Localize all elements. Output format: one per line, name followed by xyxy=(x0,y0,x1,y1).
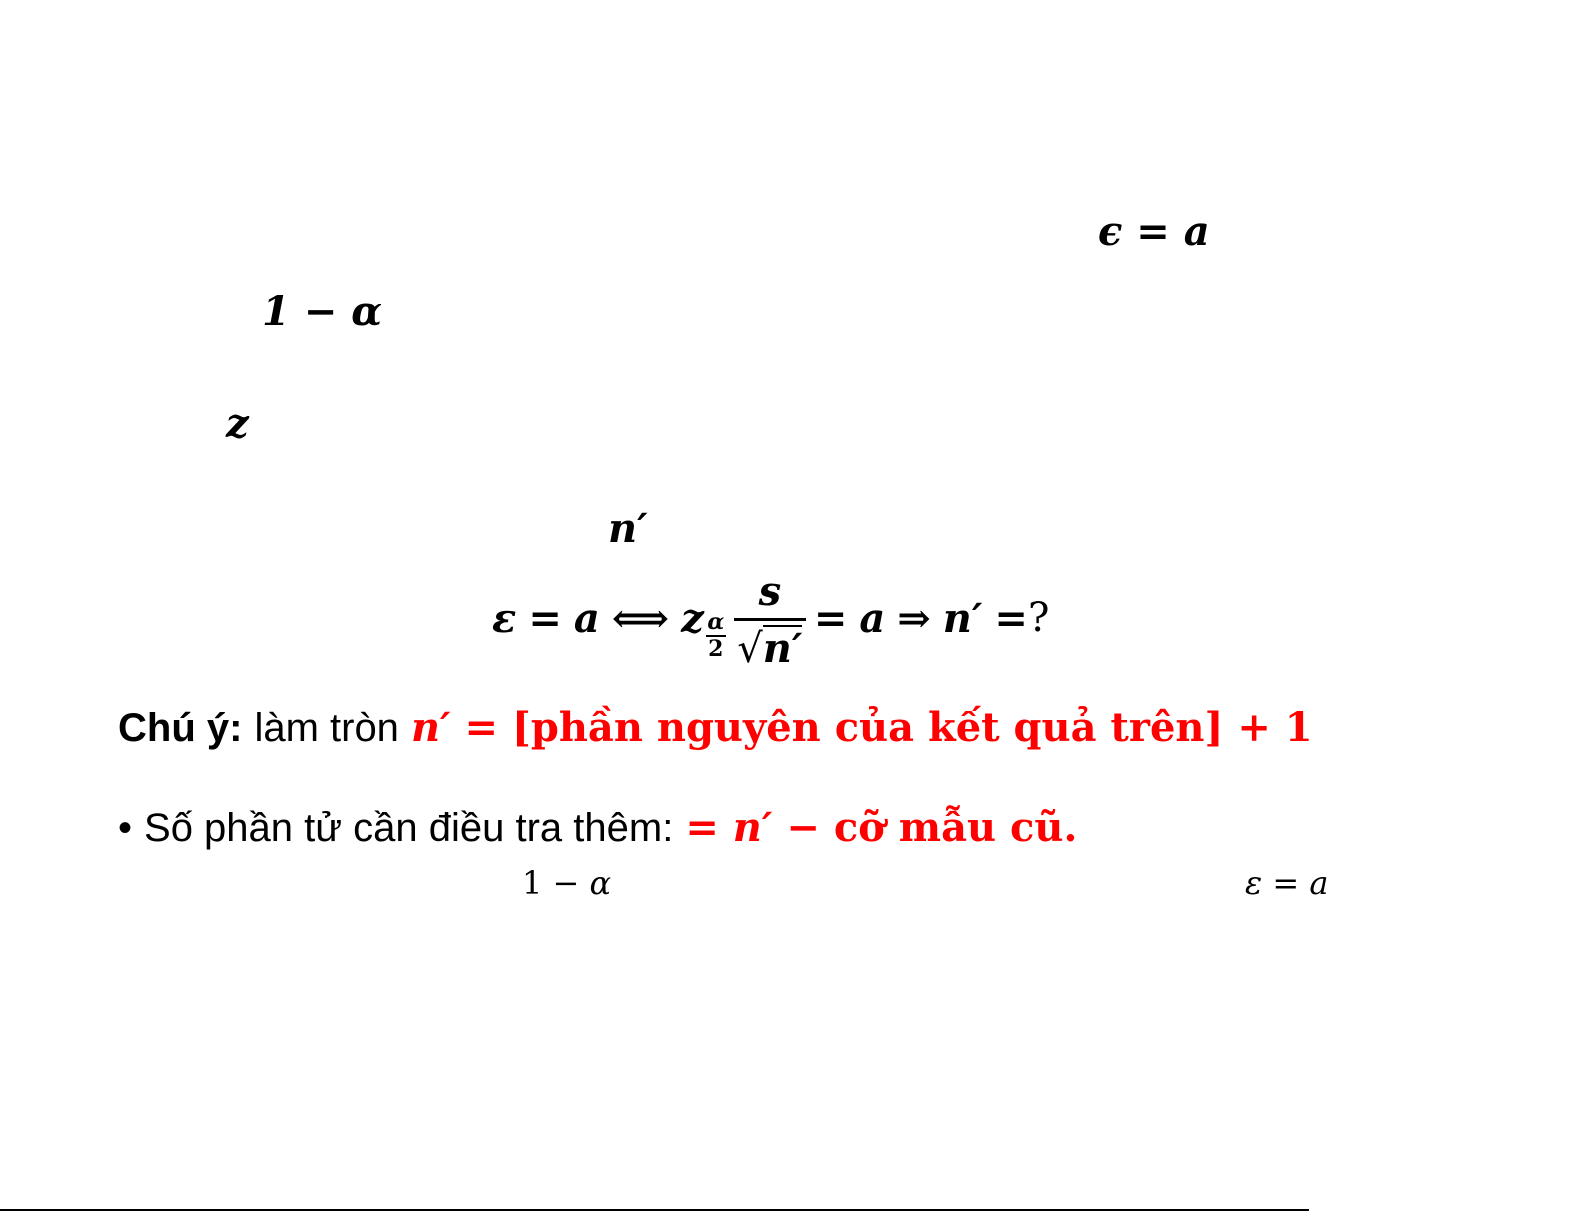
bullet-marker: • xyxy=(118,806,133,850)
fraction-denominator xyxy=(737,625,802,671)
one-minus-text: 1 − xyxy=(522,864,580,902)
formula-iff-symbol: ⟺ xyxy=(611,594,670,642)
bullet-equals: = xyxy=(685,804,719,851)
additional-sample-bullet xyxy=(118,804,1077,851)
bullet-text: Số phần tử cần điều tra thêm: xyxy=(144,806,674,850)
note-formula-rest: = [phần nguyên của kết quả trên] + 1 xyxy=(464,704,1313,751)
note-label: Chú ý: xyxy=(118,706,243,750)
epsilon-text: ε xyxy=(1245,864,1263,902)
formula-a-1: a xyxy=(573,594,600,642)
note-n-prime: n′ xyxy=(410,704,451,751)
rounding-note xyxy=(118,704,1313,751)
formula-fraction xyxy=(734,567,806,672)
square-root-radicand: n′ xyxy=(762,624,803,672)
sample-size-formula xyxy=(492,558,1049,678)
fraction-numerator: s xyxy=(758,567,782,615)
bottom-divider xyxy=(0,1209,1309,1211)
fraction-bar xyxy=(734,618,806,621)
note-formula xyxy=(411,704,1313,751)
formula-z-subscript xyxy=(706,608,726,662)
formula-a-2: a xyxy=(859,594,886,642)
formula-equals-2: = xyxy=(813,594,848,642)
formula-n-prime: n′ xyxy=(942,594,983,642)
bullet-n-prime: n′ xyxy=(732,804,773,851)
square-root-sign: √ xyxy=(737,625,763,672)
note-text: làm tròn xyxy=(254,706,399,750)
one-minus-alpha-small-fragment xyxy=(522,864,611,902)
alpha-text: α xyxy=(589,864,612,902)
one-minus-alpha-fragment: 1 − α xyxy=(262,288,382,335)
epsilon-equals-a-fragment: ϵ = a xyxy=(1098,208,1210,255)
epsilon-equals-a-small-fragment xyxy=(1245,864,1328,902)
formula-equals-3: = xyxy=(994,594,1028,642)
subscript-numerator: α xyxy=(707,608,725,635)
formula-equals-1: = xyxy=(528,594,562,642)
equals-a-text: = a xyxy=(1272,864,1329,902)
formula-epsilon: ε xyxy=(492,594,517,642)
bullet-formula-rest: − cỡ mẫu cũ. xyxy=(786,804,1078,851)
z-fragment: z xyxy=(226,400,249,447)
formula-z: z xyxy=(681,594,704,642)
formula-implies-symbol: ⇒ xyxy=(897,594,931,642)
formula-question-mark: ? xyxy=(1027,595,1050,641)
subscript-denominator: 2 xyxy=(708,636,724,662)
n-prime-fragment: n′ xyxy=(608,505,648,552)
bullet-formula xyxy=(685,804,1077,851)
